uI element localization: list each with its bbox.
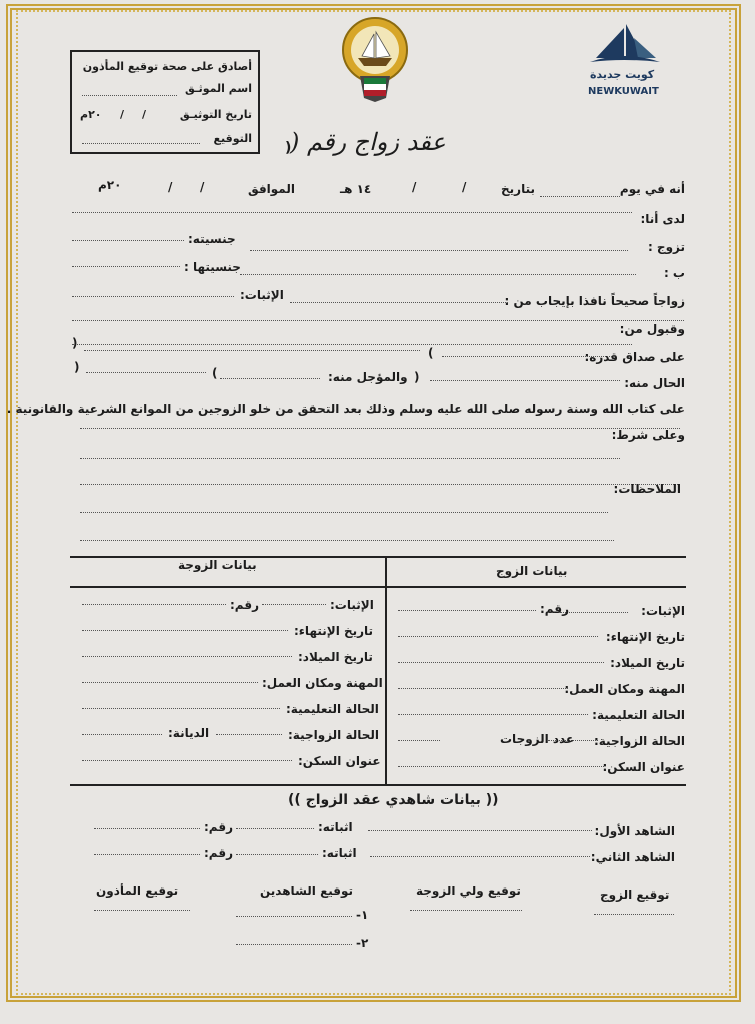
wife-birth-label: تاريخ الميلاد: xyxy=(298,650,373,664)
deferred-paren-close: ) xyxy=(74,360,80,374)
sig-witness1-line[interactable] xyxy=(236,916,352,917)
hijri-slash-1: / xyxy=(462,180,467,194)
wife-heading: بيانات الزوجة xyxy=(178,558,257,572)
wife-id-label: الإثبات: xyxy=(330,598,374,612)
witness1-number-label: رقم: xyxy=(204,820,233,834)
husband-job-line[interactable] xyxy=(398,688,568,689)
book-text: على كتاب الله وسنة رسوله صلى الله عليه وسلم وذلك بعد التحقق من خلو الزوجين من الموانع الشرعية والقانونية . xyxy=(6,402,685,416)
greg-slash-1: / xyxy=(200,180,205,194)
auth-slash-1: / xyxy=(142,108,147,121)
husband-id-label: الإثبات: xyxy=(641,604,685,618)
current-paren-close: ) xyxy=(414,370,420,384)
husband-wives-line[interactable] xyxy=(398,740,440,741)
logo-arabic: كويت جديدة xyxy=(590,68,655,81)
husband-heading: بيانات الزوج xyxy=(496,564,568,578)
before-me-line[interactable] xyxy=(72,212,632,213)
date-intro: أنه في يوم xyxy=(619,182,685,196)
acceptance-line[interactable] xyxy=(72,344,632,345)
deferred-line[interactable] xyxy=(220,378,320,379)
acceptance-label: وقبول من: xyxy=(619,322,685,336)
table-header-rule xyxy=(70,586,686,588)
husband-job-label: المهنة ومكان العمل: xyxy=(564,682,685,696)
greg-suffix: ٢٠م xyxy=(98,178,122,192)
emblem xyxy=(338,14,412,102)
authentication-box xyxy=(70,50,260,154)
wife-birth-line[interactable] xyxy=(82,656,292,657)
table-bottom-rule xyxy=(70,784,686,786)
wife-address-line[interactable] xyxy=(82,760,292,761)
dowry-paren-close: ) xyxy=(72,336,78,350)
witness2-number-line[interactable] xyxy=(94,854,200,855)
husband-wives-label: عدد الزوجات xyxy=(500,732,575,746)
auth-notary-name: اسم الموثـق xyxy=(184,82,252,95)
condition-label: وعلى شرط: xyxy=(611,428,685,442)
deferred-label: والمؤجل منه: xyxy=(328,370,408,384)
wife-religion-label: الديانة: xyxy=(168,726,210,740)
auth-date-label: تاريخ التوثيـق xyxy=(179,108,252,121)
hijri-suffix: ١٤ هـ xyxy=(340,182,372,196)
wife-education-line[interactable] xyxy=(82,708,280,709)
husband-birth-line[interactable] xyxy=(398,662,604,663)
husband-number-line[interactable] xyxy=(398,610,536,611)
condition-pre-line[interactable] xyxy=(80,428,680,429)
title-close-paren: ) xyxy=(285,140,292,156)
nationality-m-label: جنسيته: xyxy=(188,232,236,246)
witness1-label: الشاهد الأول: xyxy=(594,824,675,838)
corresponding-label: الموافق xyxy=(248,182,295,196)
husband-birth-label: تاريخ الميلاد: xyxy=(610,656,685,670)
husband-expiry-label: تاريخ الإنتهاء: xyxy=(605,630,685,644)
wife-religion-line[interactable] xyxy=(82,734,162,735)
deferred-words-line[interactable] xyxy=(86,372,206,373)
contract-title: عقد زواج رقم ( xyxy=(290,128,446,156)
sig-witness2-number: -٢ xyxy=(356,936,369,950)
wife-id-line[interactable] xyxy=(262,604,326,605)
newkuwait-logo xyxy=(584,20,664,102)
sig-husband-label: توقيع الزوج xyxy=(600,888,670,902)
husband-number-label: رقم: xyxy=(540,602,569,616)
nationality-f-line[interactable] xyxy=(72,266,180,267)
dowry-label: على صداق قدره: xyxy=(584,350,685,364)
kuwait-emblem-icon xyxy=(338,14,412,102)
sig-husband-line[interactable] xyxy=(594,914,674,915)
offer-id-line[interactable] xyxy=(72,296,234,297)
table-top-rule xyxy=(70,556,686,558)
witness1-name-line[interactable] xyxy=(368,830,592,831)
auth-slash-2: / xyxy=(120,108,125,121)
of-label: ب : xyxy=(663,266,685,280)
table-divider xyxy=(385,556,387,784)
auth-year-suffix: ٢٠م xyxy=(80,108,102,121)
witness2-id-label: اثباته: xyxy=(322,846,357,860)
dowry-line[interactable] xyxy=(442,356,614,357)
husband-address-line[interactable] xyxy=(398,766,604,767)
wife-address-label: عنوان السكن: xyxy=(298,754,381,768)
husband-education-line[interactable] xyxy=(398,714,588,715)
current-line[interactable] xyxy=(430,380,620,381)
wife-marital-line[interactable] xyxy=(216,734,282,735)
sig-mazoon-line[interactable] xyxy=(94,910,190,911)
auth-line1: أصادق على صحة توقيع المأذون xyxy=(82,60,252,73)
logo-brand: NEWKUWAIT xyxy=(588,86,659,97)
auth-notary-line[interactable] xyxy=(82,95,177,96)
hijri-slash-2: / xyxy=(412,180,417,194)
witness2-id-line[interactable] xyxy=(236,854,318,855)
wife-job-label: المهنة ومكان العمل: xyxy=(262,676,383,690)
husband-name-line[interactable] xyxy=(250,250,628,251)
wife-job-line[interactable] xyxy=(82,682,258,683)
witness1-id-line[interactable] xyxy=(236,828,314,829)
sig-guardian-label: توقيع ولي الزوجة xyxy=(416,884,521,898)
date-label: بتاريخ xyxy=(501,182,535,196)
offer-extra-line[interactable] xyxy=(72,320,684,321)
wife-education-label: الحالة التعليمية: xyxy=(286,702,379,716)
day-line[interactable] xyxy=(540,196,620,197)
nationality-m-line[interactable] xyxy=(72,240,184,241)
witnesses-heading: (( بيانات شاهدي عقد الزواج )) xyxy=(288,792,499,808)
witness2-name-line[interactable] xyxy=(370,856,590,857)
current-label: الحال منه: xyxy=(624,376,685,390)
wife-marital-label: الحالة الزواجية: xyxy=(288,728,380,742)
sig-witnesses-label: توقيع الشاهدين xyxy=(260,884,354,898)
id-label-1: الإثبات: xyxy=(240,288,284,302)
dowry-paren-open: ( xyxy=(428,346,434,360)
wife-number-line[interactable] xyxy=(82,604,226,605)
wife-expiry-line[interactable] xyxy=(82,630,288,631)
husband-address-label: عنوان السكن: xyxy=(602,760,685,774)
sig-witness2-line[interactable] xyxy=(236,944,352,945)
witness2-label: الشاهد الثاني: xyxy=(590,850,675,864)
sig-mazoon-label: توقيع المأذون xyxy=(96,884,179,898)
witness1-number-line[interactable] xyxy=(94,828,200,829)
auth-signature-line[interactable] xyxy=(82,143,200,144)
condition-line-1[interactable] xyxy=(80,458,620,459)
before-me-label: لدى أنا: xyxy=(640,212,685,226)
auth-signature-label: التوقيع xyxy=(213,132,252,145)
witness2-number-label: رقم: xyxy=(204,846,233,860)
notes-line-1[interactable] xyxy=(80,512,608,513)
condition-line-2[interactable] xyxy=(80,484,680,485)
sig-witness1-number: -١ xyxy=(356,908,369,922)
sig-guardian-line[interactable] xyxy=(410,910,522,911)
husband-expiry-line[interactable] xyxy=(398,636,598,637)
nationality-f-label: جنسيتها : xyxy=(184,260,241,274)
dowry-words-line[interactable] xyxy=(84,350,420,351)
greg-slash-2: / xyxy=(168,180,173,194)
wife-number-label: رقم: xyxy=(230,598,259,612)
wife-name-line[interactable] xyxy=(240,274,636,275)
husband-education-label: الحالة التعليمية: xyxy=(592,708,685,722)
husband-id-line[interactable] xyxy=(560,612,628,613)
offer-line[interactable] xyxy=(290,302,508,303)
witness1-id-label: اثباته: xyxy=(318,820,353,834)
notes-label: الملاحظات: xyxy=(613,482,681,496)
married-label: تزوج : xyxy=(647,240,685,254)
husband-marital-label: الحالة الزواجية: xyxy=(593,734,685,748)
gold-inner-border xyxy=(16,10,731,995)
notes-line-2[interactable] xyxy=(80,540,614,541)
deferred-paren-open: ( xyxy=(212,366,218,380)
wife-expiry-label: تاريخ الإنتهاء: xyxy=(294,624,374,638)
valid-marriage-label: زواجاً صحيحاً نافذا بإيجاب من : xyxy=(504,294,685,308)
